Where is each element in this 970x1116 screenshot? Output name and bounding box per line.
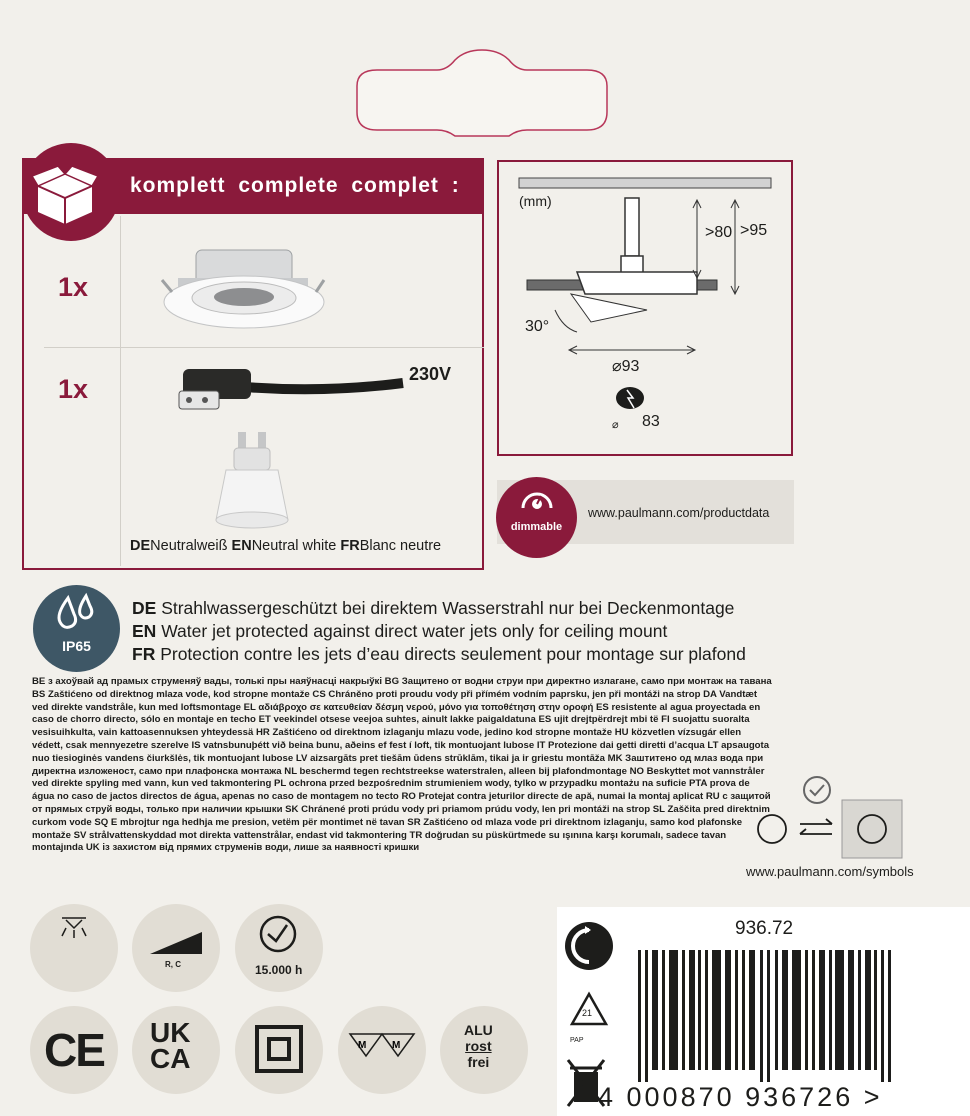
lifetime-label: 15.000 h	[255, 963, 303, 977]
lang-code: DE	[132, 598, 157, 618]
unit-label: (mm)	[519, 193, 552, 209]
alu-icon: ALU rost frei	[464, 1022, 493, 1070]
lang-code-de: DE	[130, 538, 151, 554]
colour-de: Neutralweiß	[150, 538, 228, 554]
ip-text: Strahlwassergeschützt bei direktem Wasserstrahl nur bei Deckenmontage	[161, 598, 735, 618]
voltage-label: 230V	[409, 364, 452, 384]
divider-vertical	[120, 216, 121, 566]
gu10-lamp-image	[212, 430, 292, 530]
recycle-code: PAP	[570, 1037, 584, 1044]
dimming-type-label: R, C	[165, 960, 181, 969]
item-qty-spotlight: 1x	[58, 272, 89, 302]
cutout-symbol: ⌀	[612, 419, 619, 431]
ip-text: Protection contre les jets d’eau directs seulement pour montage sur plafond	[160, 644, 746, 664]
lang-code-fr: FR	[340, 538, 360, 554]
ramp-icon	[148, 930, 204, 956]
downlight-image	[158, 240, 328, 340]
colour-en: Neutral white	[251, 538, 337, 554]
light-colour-line	[130, 538, 441, 554]
article-number: 936.72	[735, 918, 794, 939]
lang-code: FR	[132, 644, 156, 664]
water-drops-icon	[50, 592, 102, 636]
symbols-url[interactable]: www.paulmann.com/symbols	[746, 864, 914, 879]
ip-text-en	[132, 621, 667, 642]
divider-horizontal	[44, 347, 484, 348]
dimmable-label: dimmable	[510, 521, 563, 533]
productdata-url[interactable]: www.paulmann.com/productdata	[588, 506, 770, 520]
diameter: ⌀93	[612, 358, 640, 375]
lang-code-en: EN	[231, 538, 252, 554]
ip-rating: IP65	[62, 638, 91, 654]
double-insulation-icon	[255, 1025, 303, 1073]
ukca-icon: UK CA	[150, 1017, 191, 1074]
ce-icon: CE	[44, 1024, 104, 1076]
colour-fr: Blanc neutre	[359, 538, 442, 554]
barcode	[636, 950, 936, 1082]
hanger-hole	[347, 48, 617, 138]
height-total: >95	[740, 222, 768, 239]
height-min: >80	[705, 224, 733, 241]
dimmer-icon	[517, 484, 557, 518]
ean-code: 4 000870 936726 >	[598, 1082, 883, 1112]
ip-text-de	[132, 598, 734, 619]
furniture-mount-icon	[346, 1030, 418, 1060]
svg-text:M: M	[358, 1040, 367, 1051]
package-icon	[30, 160, 100, 230]
clock-icon	[256, 912, 300, 956]
ceiling-light-icon	[56, 914, 92, 942]
lang-code: EN	[132, 621, 157, 641]
connector-cable-image	[175, 363, 405, 418]
cutout-diameter: 83	[642, 413, 660, 430]
multilanguage-warning: BE з ахоўвай ад прамых струменяў вады, толькі пры наяўнасці накрыўкі BG Защитено от водни струи при директно излагане, само при монтаж на тавана BS Zaštićeno od direktnog mlaza vode, kod stropne montaže CS Chráněno proti proudu vody při přímém vodním paprsku, jen při montáži na strop DA Vandtæt ved direkte vandstråle, kun med loftsmontage EL αδιάβροχο σε κατευθείαν δέσμη νερού, μόνο για τοποθέτηση στην οροφή ES resistente al agua proyectada en caso de chorro directo, sólo en montaje en techo ET veekindel otsese veejoa suhtes, ainult lakke paigaldatuna ES ujit drejtpërdrejt mbi të FI suojattu suoralta vesisuihkulta, vain kattoasennuksen yhteydessä HR Zaštićeno od direktnom izlaganju mlazu vode, jedino kod stropne montaže HU közvetlen vízsugár ellen védett, csak mennyezetre szerelve IS vatnsbunuþétt við beina bunu, aðeins ef fest í loft, tik montuojant lubose IT Protezione dai getti diretti d’acqua LT apsaugota nuo tiesioginės vandens čiurkšlės, tik montuojant lubose LV aizsargāts pret tiešām ūdens strūklām, tikai ja ir griestu montāža MK Заштитено од млаз вода при директна изложеност, само при плафонска монтажа NL beschermd tegen rechtstreekse waterstralen, alleen bij plafondmontage NO Beskyttet mot vannstråler ved direkte spyling med vann, kun ved takmontering PL ochrona przed bezpośrednim strumieniem wody, tylko w przypadku montażu na suficie PTA prova de água no caso de jactos directos de água, apenas no caso de montagem no tecto RO Protejat contra jeturilor directe de apă, numai la montaj aplicat RU с защитой от прямых струй воды, только при наличии крышки SK Chránené proti prúdu vody pri priamom prúdu vody, len pri montáži na strop SL Zaščita pred direktnim curkom vode SQ E mbrojtur nga hedhja me presion, vetëm për montimet në tavan SR Zaštićeno od mlaza vode pri direktnom izlaganju, samo kod plafonske montaže SV strålvattenskyddad mot direkta vattenstrålar, endast vid takmontering TR doğrudan su püskürtmede su ışınına karşı korumalı, sadece tavan montajında UK із захистом від прямих струменів води, лише за наявності кришки	[32, 676, 772, 854]
ip-text-fr	[132, 644, 746, 665]
contents-title: komplett complete complet :	[130, 174, 460, 197]
tilt-angle: 30°	[525, 318, 550, 335]
green-dot-icon	[563, 920, 615, 972]
item-qty-lamp: 1x	[58, 374, 89, 404]
recycle-number: 21	[582, 1008, 593, 1018]
svg-text:M: M	[392, 1040, 401, 1051]
light-colour-symbols	[742, 772, 910, 862]
ip-text: Water jet protected against direct water jets only for ceiling mount	[161, 621, 668, 641]
